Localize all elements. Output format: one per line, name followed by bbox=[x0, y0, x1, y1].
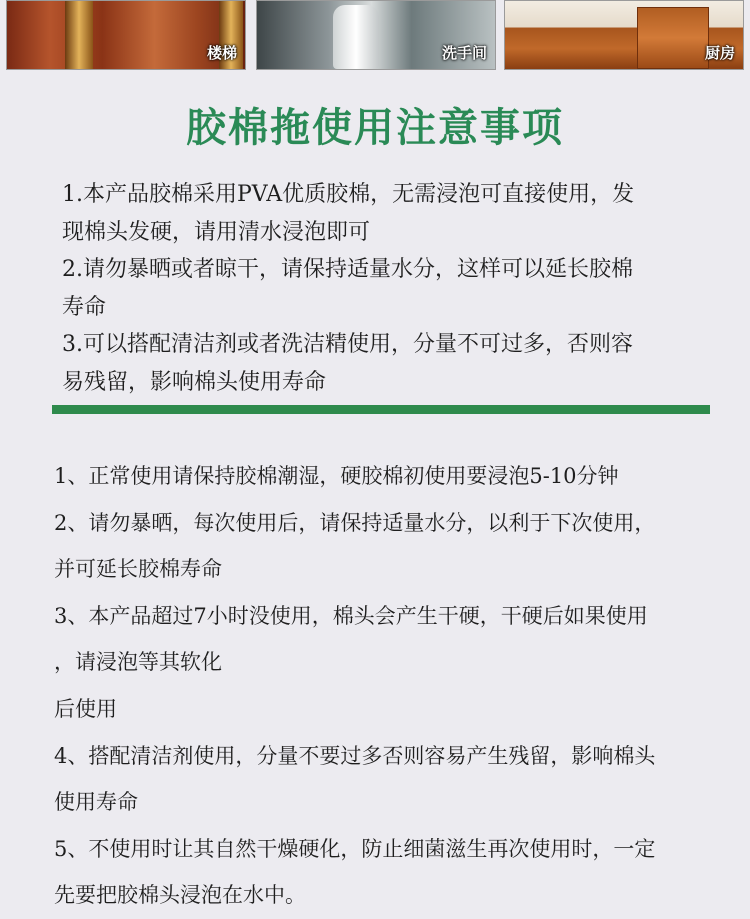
detail-line: 后使用 bbox=[54, 696, 117, 721]
green-divider bbox=[52, 405, 710, 414]
stair-photo bbox=[6, 0, 246, 70]
detail-line: 1、正常使用请保持胶棉潮湿，硬胶棉初使用要浸泡5-10分钟 bbox=[54, 464, 619, 488]
detail-list bbox=[54, 453, 744, 919]
photo-label-bathroom: 洗手间 bbox=[441, 44, 487, 62]
toilet-shape bbox=[333, 5, 379, 69]
note-item bbox=[62, 326, 712, 401]
detail-line: 3、本产品超过7小时没使用，棉头会产生干硬，干硬后如果使用 bbox=[54, 603, 648, 628]
photo-label-kitchen: 厨房 bbox=[704, 44, 735, 62]
note-line: 现棉头发硬，请用清水浸泡即可 bbox=[62, 219, 371, 245]
detail-line: ，请浸泡等其软化 bbox=[54, 650, 222, 675]
usage-notes bbox=[62, 176, 712, 401]
note-item bbox=[62, 176, 712, 251]
note-item bbox=[62, 251, 712, 326]
note-line: 2.请勿暴晒或者晾干，请保持适量水分，这样可以延长胶棉 bbox=[62, 257, 633, 282]
photo-label-stair: 楼梯 bbox=[206, 44, 237, 62]
kitchen-photo bbox=[504, 0, 744, 70]
detail-line: 4、搭配清洁剂使用，分量不要过多否则容易产生残留，影响棉头 bbox=[54, 743, 656, 768]
page-title: 胶棉拖使用注意事项 bbox=[186, 105, 564, 151]
detail-line: 先要把胶棉头浸泡在水中。 bbox=[54, 883, 306, 908]
note-line: 1.本产品胶棉采用PVA优质胶棉，无需浸泡可直接使用，发 bbox=[62, 182, 635, 207]
note-line: 3.可以搭配清洁剂或者洗洁精使用，分量不可过多，否则容 bbox=[62, 332, 633, 357]
bathroom-photo bbox=[256, 0, 496, 70]
detail-line: 使用寿命 bbox=[54, 790, 138, 815]
note-line: 易残留，影响棉头使用寿命 bbox=[62, 369, 327, 395]
usage-photos bbox=[0, 0, 750, 72]
stair-post-left bbox=[65, 1, 93, 70]
detail-line: 2、请勿暴晒，每次使用后，请保持适量水分，以利于下次使用， bbox=[54, 510, 656, 535]
detail-line: 并可延长胶棉寿命 bbox=[54, 557, 222, 582]
kitchen-drawer bbox=[637, 7, 709, 69]
note-line: 寿命 bbox=[62, 294, 107, 320]
detail-line: 5、不使用时让其自然干燥硬化，防止细菌滋生再次使用时，一定 bbox=[54, 836, 656, 861]
